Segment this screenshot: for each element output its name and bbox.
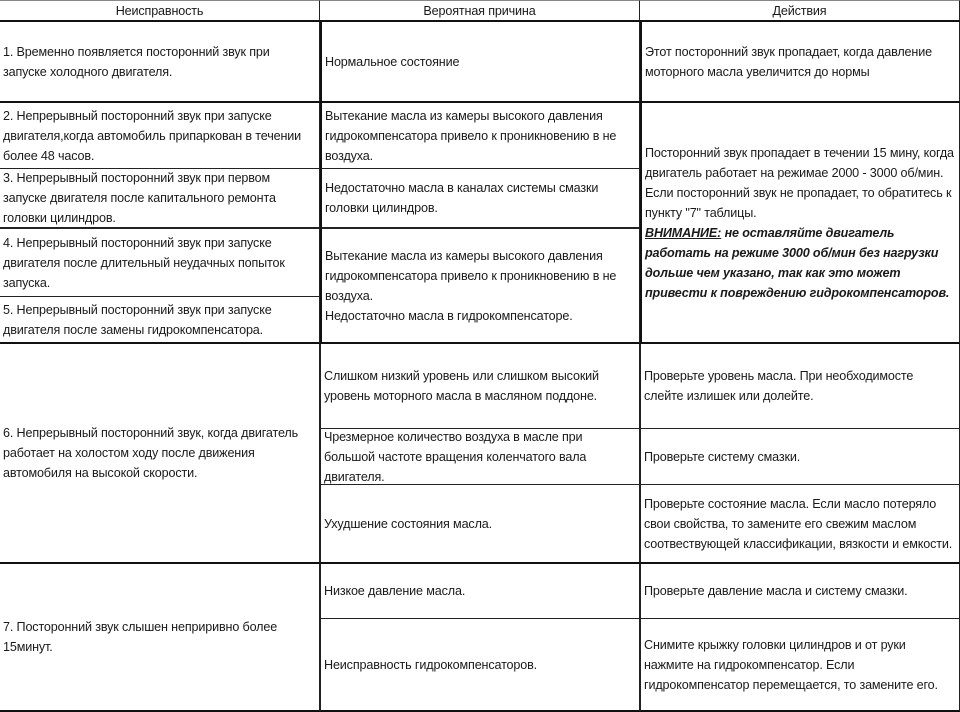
action-text: Этот посторонний звук пропадает, когда давление моторного масла увеличится до нормы [645,44,932,79]
header-label: Вероятная причина [423,3,536,18]
action-cell [640,564,960,619]
action-text: Проверьте давление масла и систему смазки. [644,584,908,598]
fault-cell [0,297,320,344]
cause-text [325,246,636,326]
action-text: Проверьте состояние масла. Если масло потеряло свои свойства, то замените его свежим маслом соотвествующей классификации, вязкости и емкости. [644,496,953,551]
cause-text-part: Вытекание масла из камеры высокого давления гидрокомпенсатора привело к проникновению в не воздуха. [325,248,617,303]
cause-text-part: Недостаточно масла в гидрокомпенсаторе. [325,308,573,323]
cause-cell [320,103,640,169]
warning-label: ВНИМАНИЕ: [645,225,722,240]
fault-text: 6. Непрерывный посторонний звук, когда двигатель работает на холостом ходу после движения автомобиля на высокой скорости. [3,426,299,480]
action-text [645,143,956,303]
action-cell [640,22,960,103]
cause-text: Чрезмерное количество воздуха в масле при большой частоте вращения коленчатого вала двигателя. [324,429,587,484]
action-cell [640,344,960,429]
cause-text: Недостаточно масла в каналах системы смазки головки цилиндров. [325,181,599,215]
action-cell [640,619,960,712]
action-text: Снимите крыжку головки цилиндров и от руки нажмите на гидрокомпенсатор. Если гидрокомпенсатор перемещается, то замените его. [644,637,938,692]
action-cell [640,103,960,344]
fault-text: 1. Временно появляется посторонний звук при запуске холодного двигателя. [3,44,270,79]
header-cause [320,0,640,22]
action-cell [640,485,960,564]
header-fault [0,0,320,22]
header-action [640,0,960,22]
header-label: Неисправность [115,3,204,18]
action-text-part: Посторонний звук пропадает в течении 15 мину, когда двигатель работает на режимае 2000 - 3000 об/мин. [645,145,954,180]
cause-text: Неисправность гидрокомпенсаторов. [324,657,538,672]
cause-cell [320,564,640,619]
header-label: Действия [772,3,827,18]
fault-cell [0,169,320,229]
action-text: Проверьте систему смазки. [644,449,801,464]
cause-text: Слишком низкий уровень или слишком высокий уровень моторного масла в масляном поддоне. [324,369,599,403]
action-cell [640,429,960,485]
fault-cell [0,564,320,712]
warning-text: не оставляйте двигатель работать на режиме 3000 об/мин без нагрузки дольше чем указано, так как это может привести к повреждению гидрокомпенсаторов. [645,225,950,300]
cause-text: Ухудшение состояния масла. [324,516,492,531]
fault-text: 7. Посторонний звук слышен неприривно более 15минут. [3,620,278,654]
fault-cell [0,103,320,169]
cause-cell [320,229,640,344]
cause-cell [320,485,640,564]
fault-text: 2. Непрерывный посторонний звук при запуске двигателя,когда автомобиль припаркован в течении более 48 часов. [3,108,302,163]
cause-cell [320,344,640,429]
fault-cell [0,344,320,564]
cause-text: Низкое давление масла. [324,584,466,598]
action-text-part: Если посторонний звук не пропадает, то обратитесь к пункту "7" таблицы. [645,185,952,220]
warning-note [645,223,956,303]
cause-text: Вытекание масла из камеры высокого давления гидрокомпенсатора привело к проникновению в не воздуха. [325,108,617,163]
cause-cell [320,429,640,485]
cause-text: Нормальное состояние [325,54,460,69]
action-text: Проверьте уровень масла. При необходимосте слейте излишек или долейте. [644,369,914,403]
cause-cell [320,169,640,229]
cause-cell [320,619,640,712]
fault-cell [0,229,320,297]
fault-text: 3. Непрерывный посторонний звук при первом запуске двигателя после капитального ремонта головки цилиндров. [3,171,276,225]
fault-text: 4. Непрерывный посторонний звук при запуске двигателя после длительный неудачных попыток запуска. [3,235,285,290]
cause-cell [320,22,640,103]
fault-cell [0,22,320,103]
fault-text: 5. Непрерывный посторонний звук при запуске двигателя после замены гидрокомпенсатора. [3,302,272,337]
